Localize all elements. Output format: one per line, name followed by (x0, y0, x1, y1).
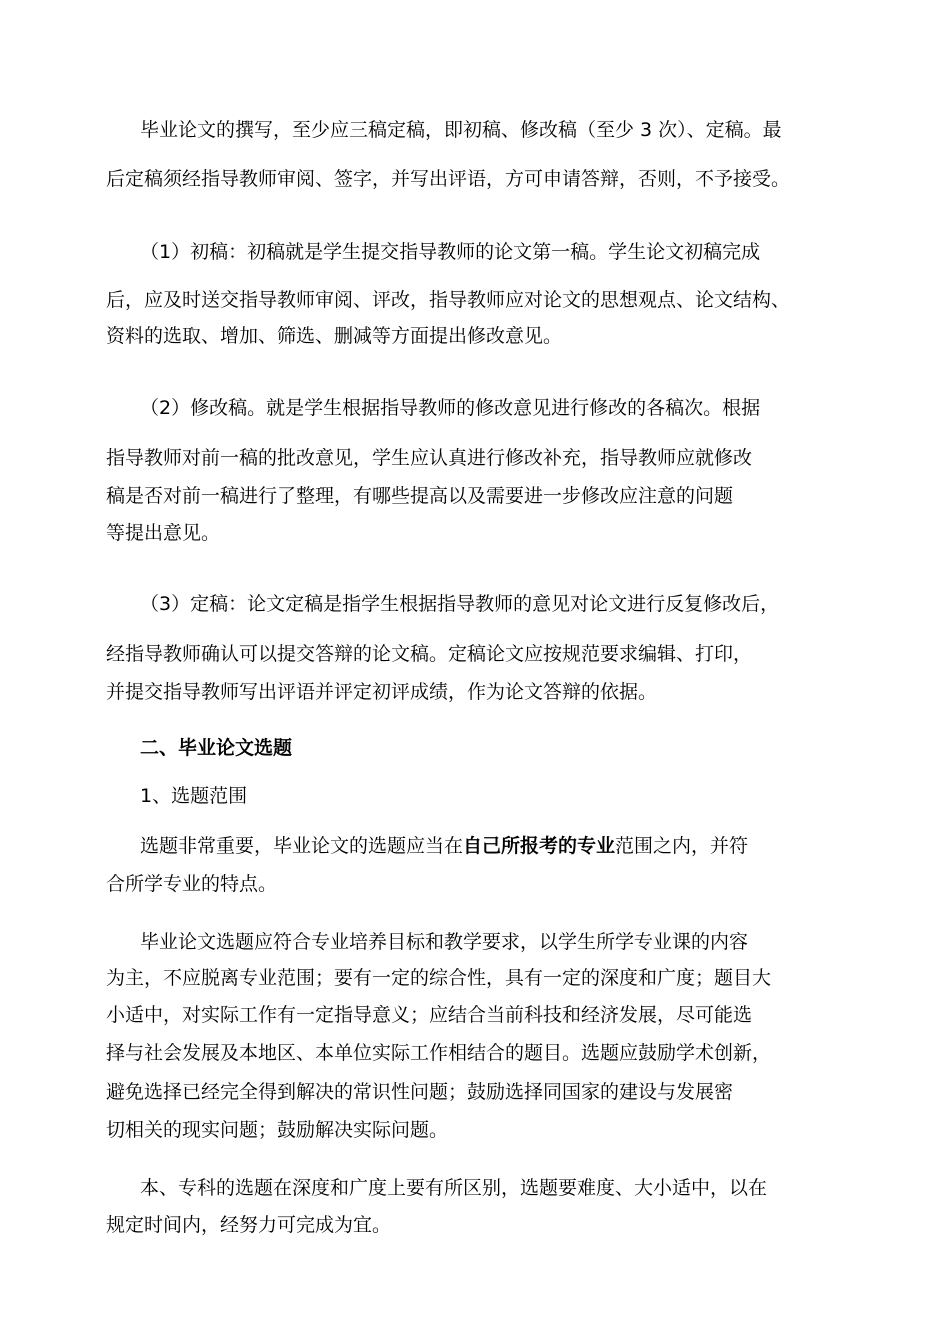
text-line: 稿是否对前一稿进行了整理，有哪些提高以及需要进一步修改应注意的问题 (106, 485, 734, 507)
text-line: 合所学专业的特点。 (106, 873, 278, 895)
text-line: 指导教师对前一稿的批改意见，学生应认真进行修改补充，指导教师应就修改 (106, 447, 753, 469)
text-line: 为主，不应脱离专业范围；要有一定的综合性，具有一定的深度和广度；题目大 (106, 967, 772, 989)
text-line: 后定稿须经指导教师审阅、签字，并写出评语，方可申请答辩，否则，不予接受。 (106, 168, 791, 190)
text-line (140, 834, 748, 858)
text-line: 等提出意见。 (106, 522, 221, 544)
section-heading: 二、毕业论文选题 (140, 737, 293, 759)
text-line: 小适中，对实际工作有一定指导意义；应结合当前科技和经济发展，尽可能选 (106, 1004, 753, 1026)
text-run: 选题非常重要，毕业论文的选题应当在 (140, 835, 464, 857)
text-line: （2）修改稿。就是学生根据指导教师的修改意见进行修改的各稿次。根据 (140, 397, 761, 419)
text-line: 切相关的现实问题；鼓励解决实际问题。 (106, 1119, 449, 1141)
text-line: 毕业论文选题应符合专业培养目标和教学要求，以学生所学专业课的内容 (140, 931, 749, 953)
text-line: 毕业论文的撰写，至少应三稿定稿，即初稿、修改稿（至少 3 次）、定稿。最 (140, 119, 782, 141)
text-line: 资料的选取、增加、筛选、删减等方面提出修改意见。 (106, 325, 563, 347)
text-line: （1）初稿：初稿就是学生提交指导教师的论文第一稿。学生论文初稿完成 (140, 241, 761, 263)
text-line: 经指导教师确认可以提交答辩的论文稿。定稿论文应按规范要求编辑、打印， (106, 643, 753, 665)
emphasized-text: 自己所报考的专业 (463, 835, 616, 857)
text-line: 避免选择已经完全得到解决的常识性问题；鼓励选择同国家的建设与发展密 (106, 1081, 734, 1103)
text-line: 择与社会发展及本地区、本单位实际工作相结合的题目。选题应鼓励学术创新， (106, 1042, 772, 1064)
text-line: 并提交指导教师写出评语并评定初评成绩，作为论文答辩的依据。 (106, 681, 658, 703)
text-run: 范围之内，并符 (615, 835, 749, 857)
text-line: （3）定稿：论文定稿是指学生根据指导教师的意见对论文进行反复修改后， (140, 593, 780, 615)
subsection-heading: 1、选题范围 (140, 785, 248, 807)
text-line: 后，应及时送交指导教师审阅、评改，指导教师应对论文的思想观点、论文结构、 (106, 289, 791, 311)
text-line: 本、专科的选题在深度和广度上要有所区别，选题要难度、大小适中，以在 (140, 1177, 768, 1199)
text-line: 规定时间内，经努力可完成为宜。 (106, 1214, 392, 1236)
